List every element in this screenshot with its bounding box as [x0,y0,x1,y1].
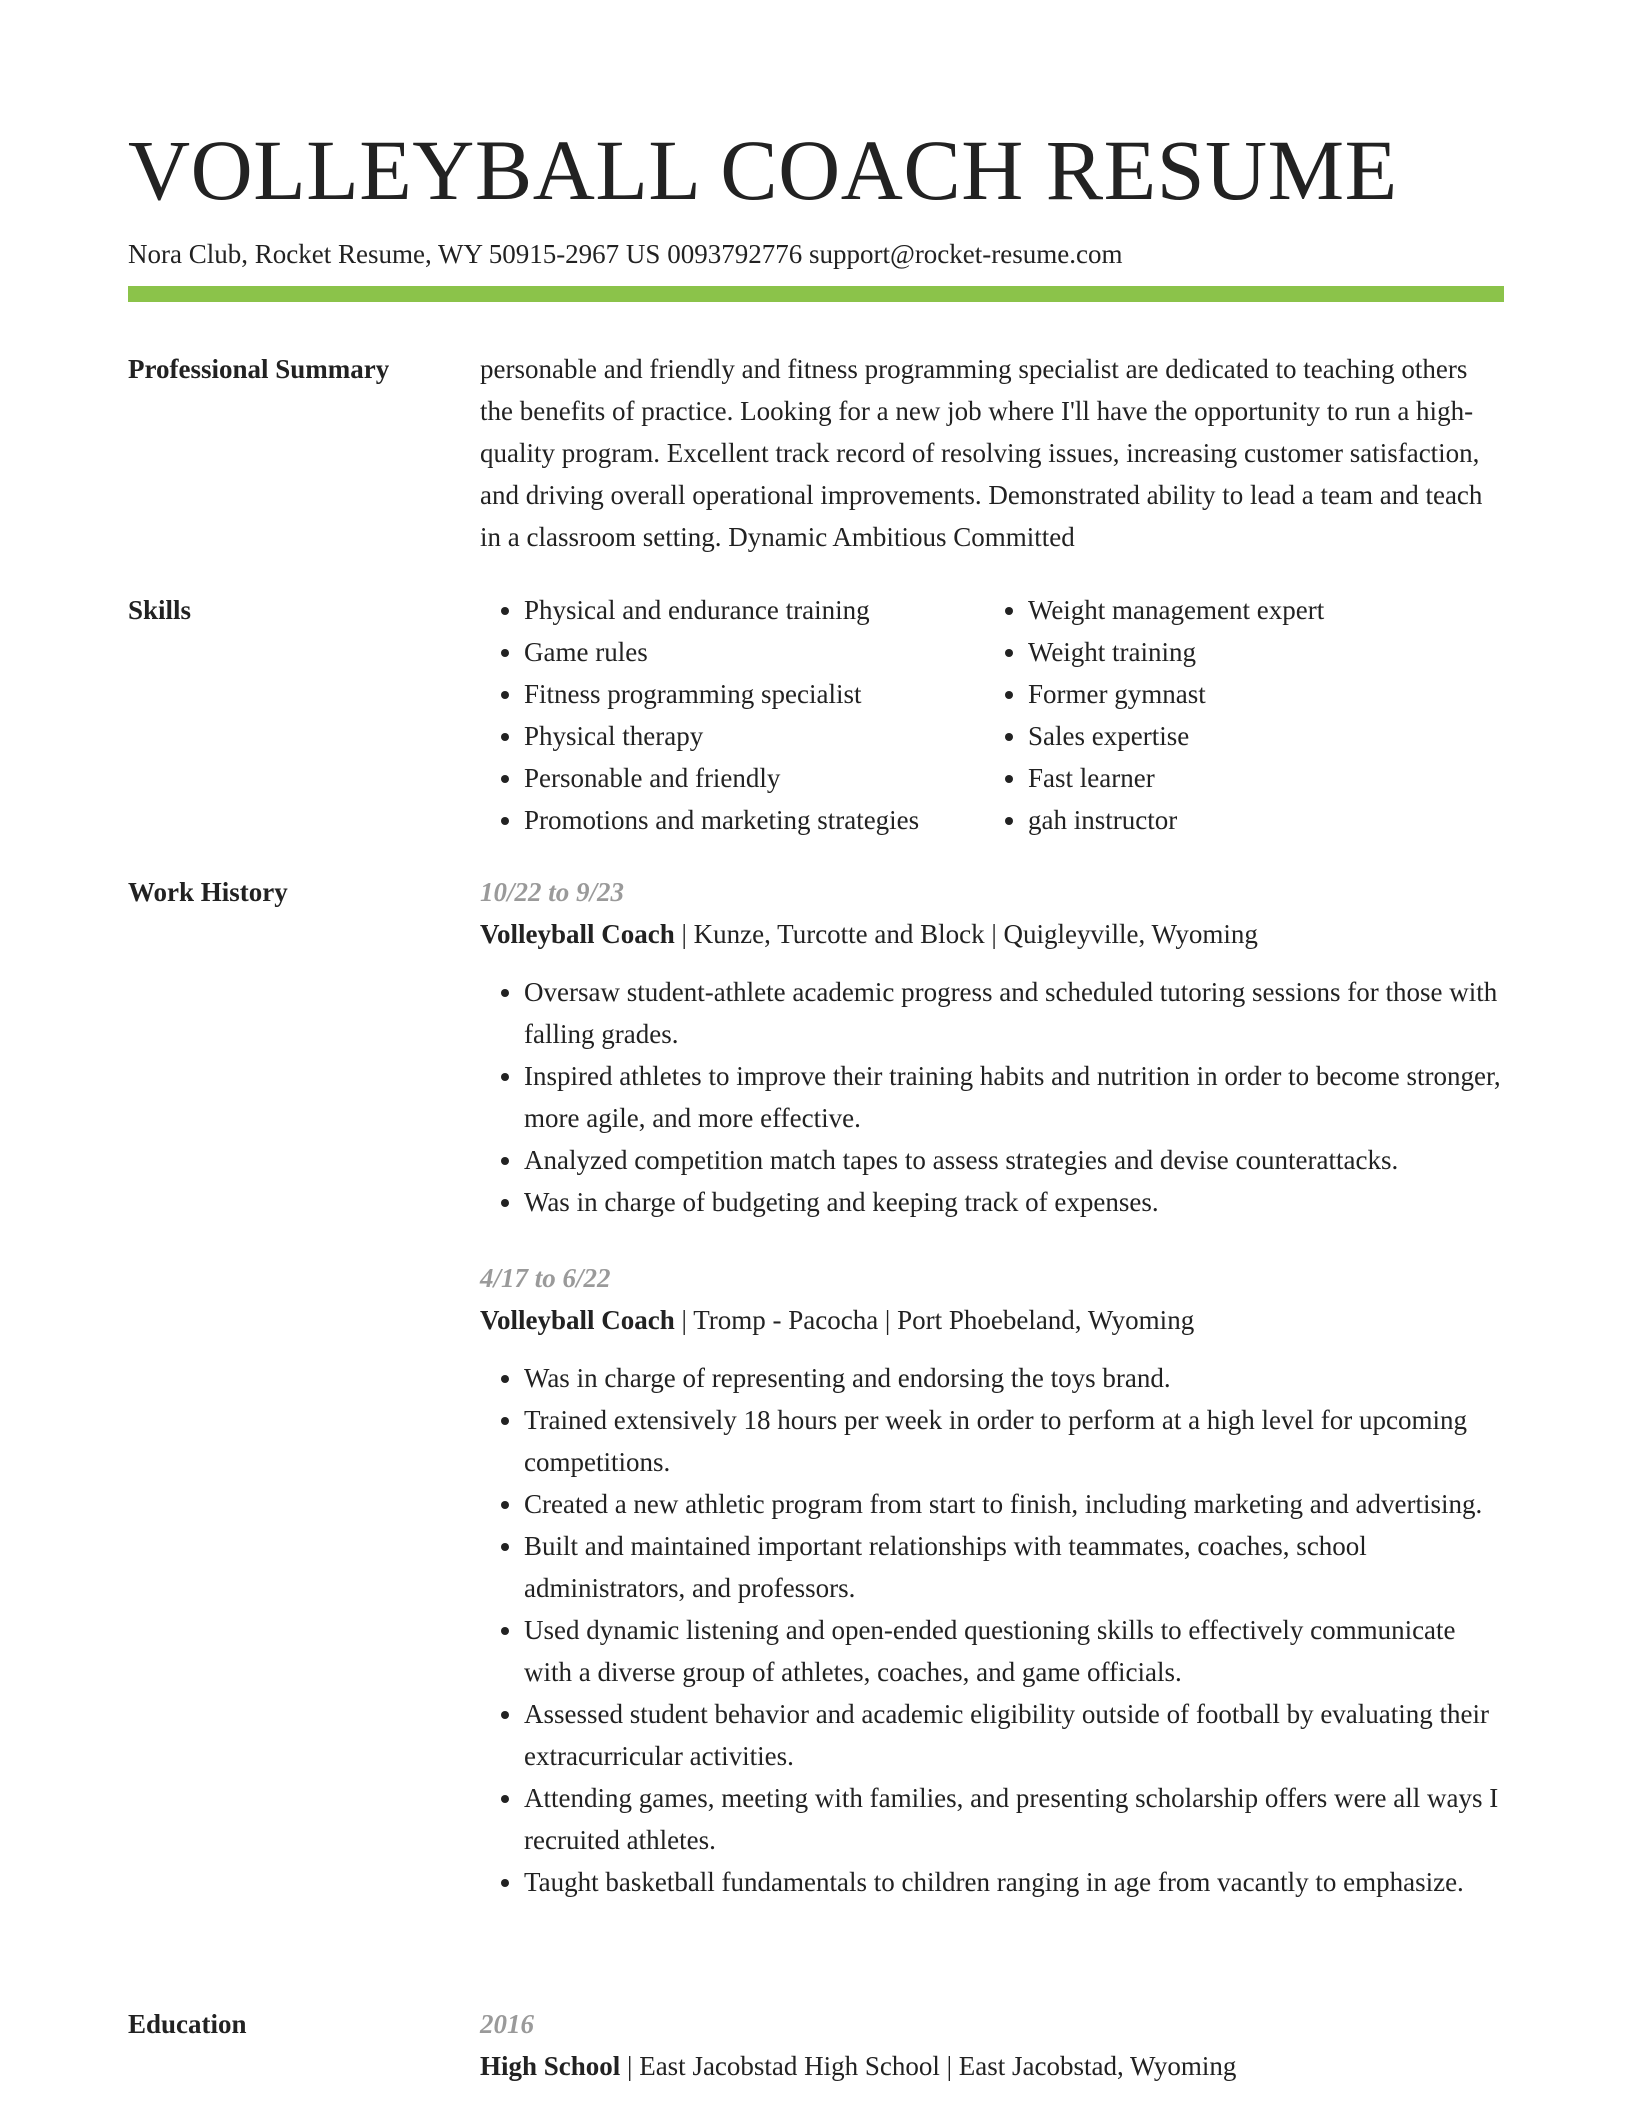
job-bullets [480,1357,1504,1903]
job-employer-location: | Kunze, Turcotte and Block | Quigleyville, Wyoming [674,919,1258,949]
job-employer-location: | Tromp - Pacocha | Port Phoebeland, Wyoming [674,1305,1195,1335]
contact-address: Nora Club, Rocket Resume, WY 50915-2967 US [128,239,661,269]
job-bullet: • Analyzed competition match tapes to assess strategies and devise counterattacks. [524,1139,1504,1181]
education-heading: Education [128,2009,247,2039]
contact-email[interactable]: support@rocket-resume.com [808,239,1123,269]
job-dates: 10/22 to 9/23 [480,877,625,907]
summary-text: personable and friendly and fitness programming specialist are dedicated to teaching others the benefits of practice. Looking for a new job where I'll have the opportunity to run a high-quality program. Excellent track record of resolving issues, increasing customer satisfaction, and driving overall operational improvements. Demonstrated ability to lead a team and teach in a classroom setting. Dynamic Ambitious Committed [480,354,1483,552]
job-bullets [480,971,1504,1223]
job-bullet: • Was in charge of budgeting and keeping track of expenses. [524,1181,1504,1223]
skills-heading: Skills [128,595,192,625]
contact-phone: 0093792776 [667,239,803,269]
skill-item: • Sales expertise [1028,715,1488,757]
job-bullet: • Was in charge of representing and endorsing the toys brand. [524,1357,1504,1399]
job-bullet: • Inspired athletes to improve their training habits and nutrition in order to become stronger, more agile, and more effective. [524,1055,1504,1139]
job-dates: 4/17 to 6/22 [480,1263,611,1293]
skill-item: • Game rules [524,631,984,673]
summary-body [480,348,1504,558]
education-body [480,2003,1504,2087]
skills-list-left [480,589,984,841]
job-entry [480,871,1504,1223]
job-title-line [480,1299,1504,1341]
job-role: Volleyball Coach [480,1305,675,1335]
work-history-heading: Work History [128,877,288,907]
resume-header [128,118,1504,272]
education-school-location: | East Jacobstad High School | East Jacobstad, Wyoming [620,2051,1237,2081]
education-year: 2016 [480,2009,534,2039]
skill-item: • Former gymnast [1028,673,1488,715]
job-bullet: • Used dynamic listening and open-ended questioning skills to effectively communicate with a diverse group of athletes, coaches, and game officials. [524,1609,1504,1693]
work-history-body [480,871,1504,1903]
skill-item: • Personable and friendly [524,757,984,799]
header-divider [128,286,1504,302]
skills-columns [480,589,1504,841]
education-line [480,2045,1504,2087]
job-title-line [480,913,1504,955]
skill-item: • Fitness programming specialist [524,673,984,715]
job-bullet: • Built and maintained important relationships with teammates, coaches, school administrators, and professors. [524,1525,1504,1609]
skill-item: • Physical therapy [524,715,984,757]
skill-item: • gah instructor [1028,799,1488,841]
job-role: Volleyball Coach [480,919,675,949]
skills-list-right [984,589,1488,841]
job-bullet: • Trained extensively 18 hours per week in order to perform at a high level for upcoming competitions. [524,1399,1504,1483]
job-bullet: • Created a new athletic program from start to finish, including marketing and advertising. [524,1483,1504,1525]
contact-line [128,236,1504,272]
skill-item: • Promotions and marketing strategies [524,799,984,841]
skill-item: • Weight management expert [1028,589,1488,631]
skill-item: • Physical and endurance training [524,589,984,631]
resume-title: VOLLEYBALL COACH RESUME [128,122,1398,218]
education-degree: High School [480,2051,621,2081]
job-bullet: • Taught basketball fundamentals to children ranging in age from vacantly to emphasize. [524,1861,1504,1903]
job-bullet: • Attending games, meeting with families, and presenting scholarship offers were all ways I recruited athletes. [524,1777,1504,1861]
skill-item: • Fast learner [1028,757,1488,799]
skills-body [480,589,1504,841]
job-bullet: • Oversaw student-athlete academic progress and scheduled tutoring sessions for those with falling grades. [524,971,1504,1055]
job-bullet: • Assessed student behavior and academic eligibility outside of football by evaluating their extracurricular activities. [524,1693,1504,1777]
job-entry [480,1257,1504,1903]
skill-item: • Weight training [1028,631,1488,673]
summary-heading: Professional Summary [128,354,390,384]
